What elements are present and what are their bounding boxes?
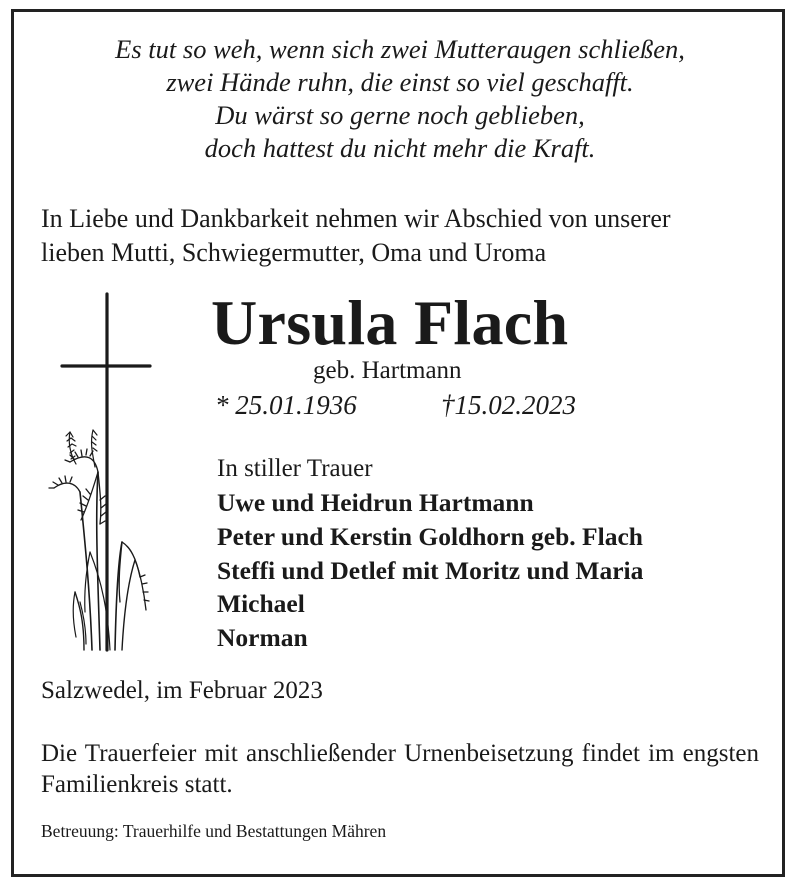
mourning-intro: In stiller Trauer: [217, 455, 373, 482]
undertaker-credit: Betreuung: Trauerhilfe und Bestattungen Mähren: [41, 821, 387, 841]
death-date: †15.02.2023: [441, 390, 576, 420]
poem-line: Es tut so weh, wenn sich zwei Mutteraugen schließen,: [115, 34, 685, 64]
deceased-name: Ursula Flach: [211, 287, 569, 358]
birth-date: * 25.01.1936: [215, 390, 357, 420]
cross-with-wheat-icon: [40, 292, 160, 654]
mourner-name: Norman: [217, 623, 308, 653]
mourner-name: Peter und Kerstin Goldhorn geb. Flach: [217, 521, 643, 551]
mourners-list: [217, 486, 643, 655]
poem-line: Du wärst so gerne noch geblieben,: [215, 100, 585, 130]
place-and-date: Salzwedel, im Februar 2023: [41, 677, 323, 704]
mourner-name: Michael: [217, 589, 305, 619]
mourner-name: Steffi und Detlef mit Moritz und Maria: [217, 555, 644, 585]
poem-line: zwei Hände ruhn, die einst so viel geschafft.: [166, 67, 634, 97]
funeral-note: Die Trauerfeier mit anschließender Urnenbeisetzung findet im engsten Familienkreis statt.: [41, 740, 759, 798]
mourner-name: Uwe und Heidrun Hartmann: [217, 488, 534, 517]
farewell-intro: [41, 202, 671, 270]
intro-line: lieben Mutti, Schwiegermutter, Oma und Uroma: [41, 238, 547, 267]
poem-line: doch hattest du nicht mehr die Kraft.: [204, 133, 596, 163]
intro-line: In Liebe und Dankbarkeit nehmen wir Abschied von unserer: [41, 204, 671, 233]
maiden-name: geb. Hartmann: [313, 357, 462, 384]
memorial-poem: [0, 33, 800, 165]
